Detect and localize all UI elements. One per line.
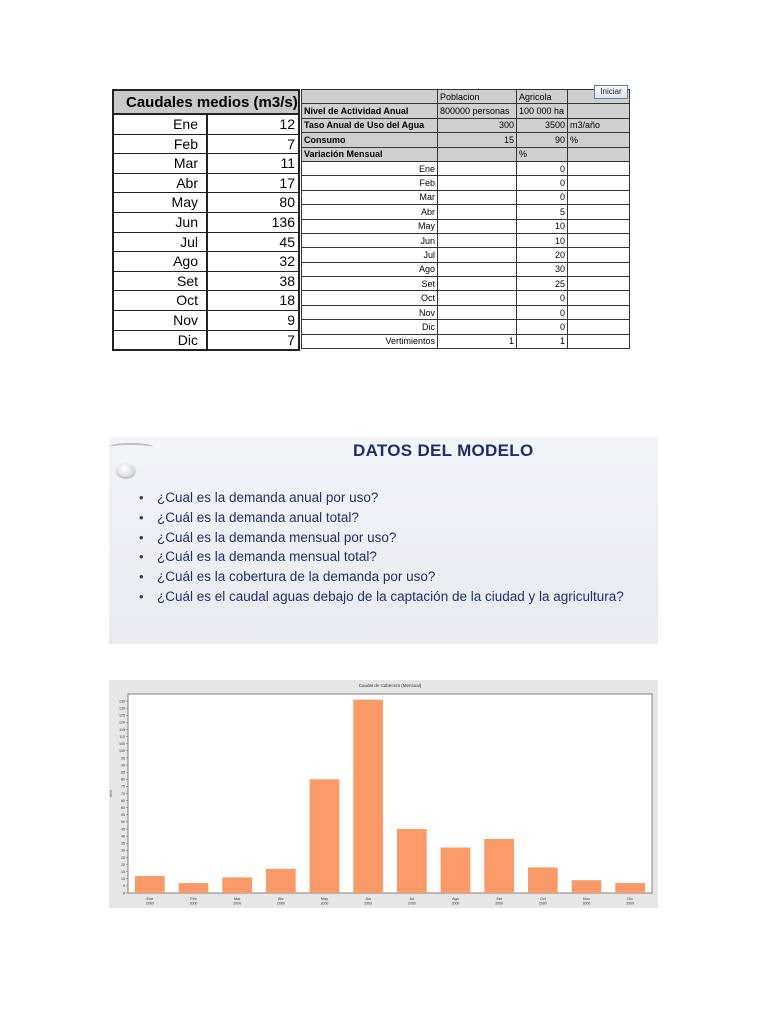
caudal-mes: Jul <box>114 233 208 252</box>
mes-agricola: 20 <box>517 248 568 262</box>
caudal-mes: Mar <box>114 154 208 173</box>
mes-label: Jul <box>302 248 438 262</box>
caudal-valor: 17 <box>279 174 295 191</box>
y-tick-label: 15 <box>121 869 125 874</box>
bullet-icon: • <box>139 529 144 545</box>
y-tick-label: 25 <box>121 855 125 860</box>
y-tick-label: 135 <box>119 699 125 704</box>
x-tick-sublabel: 2000 <box>233 901 242 906</box>
question-text: ¿Cuál es la demanda mensual total? <box>157 549 377 565</box>
y-tick-label: 65 <box>121 798 125 803</box>
vertimientos-poblacion: 1 <box>438 334 517 348</box>
y-tick-label: 110 <box>119 734 125 739</box>
empty-cell <box>568 248 630 262</box>
caudales-header: Caudales medios (m3/s) <box>114 91 298 115</box>
x-tick-sublabel: 2000 <box>626 901 635 906</box>
caudal-valor: 11 <box>280 155 295 172</box>
mes-poblacion <box>438 320 517 334</box>
tasa-agricola: 3500 <box>517 118 568 132</box>
caudal-valor: 7 <box>287 331 295 348</box>
caudal-mes: Abr <box>114 174 208 193</box>
y-tick-label: 50 <box>121 820 125 825</box>
mes-agricola: 0 <box>517 291 568 305</box>
question-text: ¿Cuál es la cobertura de la demanda por uso? <box>157 569 436 585</box>
caudal-mes: Dic <box>114 331 208 351</box>
mes-agricola: 10 <box>517 219 568 233</box>
mes-poblacion <box>438 248 517 262</box>
mes-label: Dic <box>302 320 438 334</box>
question-item <box>137 587 647 607</box>
y-tick-label: 90 <box>121 763 125 768</box>
empty-cell <box>568 305 630 319</box>
mes-label: Nov <box>302 305 438 319</box>
y-tick-label: 35 <box>121 841 125 846</box>
caudal-valor: 18 <box>279 292 295 309</box>
caudal-row <box>114 291 298 311</box>
y-tick-label: 55 <box>121 813 125 818</box>
y-tick-label: 70 <box>121 791 125 796</box>
x-tick-sublabel: 2000 <box>495 901 504 906</box>
question-list <box>137 488 647 607</box>
y-tick-label: 40 <box>121 834 125 839</box>
empty-cell <box>568 161 630 175</box>
empty-cell <box>438 147 517 161</box>
consumo-agricola: 90 <box>517 133 568 147</box>
caudal-valor: 7 <box>287 135 295 152</box>
col-agricola: Agricola <box>517 90 568 104</box>
bullet-icon: • <box>139 509 144 525</box>
caudal-row <box>114 154 298 174</box>
y-tick-label: 130 <box>119 706 125 711</box>
caudal-row <box>114 193 298 213</box>
chart-title: Caudal de Cabecera (Mensual) <box>358 683 422 688</box>
mes-row <box>302 219 630 233</box>
mes-row <box>302 190 630 204</box>
mes-poblacion <box>438 233 517 247</box>
y-tick-label: 100 <box>119 749 125 754</box>
y-tick-label: 80 <box>121 777 125 782</box>
nivel-poblacion: 800000 personas <box>438 104 517 118</box>
caudal-row <box>114 272 298 292</box>
mes-row <box>302 320 630 334</box>
caudal-valor: 80 <box>279 194 295 211</box>
variacion-row <box>302 147 630 161</box>
empty-cell <box>568 205 630 219</box>
empty-cell <box>568 291 630 305</box>
y-tick-label: 45 <box>121 827 125 832</box>
mes-row <box>302 176 630 190</box>
mes-agricola: 0 <box>517 320 568 334</box>
x-tick-label: Jun <box>365 897 372 901</box>
bar-ene <box>135 876 165 893</box>
x-tick-label: Mar <box>233 897 241 901</box>
y-tick-label: 60 <box>121 806 125 811</box>
mes-label: Mar <box>302 190 438 204</box>
x-tick-label: May <box>320 897 329 901</box>
x-tick-sublabel: 2000 <box>276 901 285 906</box>
bar-feb <box>179 883 209 893</box>
caudal-row <box>114 311 298 331</box>
swoosh-decoration <box>109 443 153 451</box>
mes-poblacion <box>438 176 517 190</box>
empty-cell <box>568 262 630 276</box>
caudal-mes: Oct <box>114 291 208 310</box>
mes-row <box>302 277 630 291</box>
caudal-valor: 32 <box>279 253 295 270</box>
caudal-row <box>114 174 298 194</box>
mes-agricola: 5 <box>517 205 568 219</box>
mes-agricola: 0 <box>517 161 568 175</box>
caudal-row <box>114 331 298 351</box>
mes-label: Abr <box>302 205 438 219</box>
consumo-row <box>302 133 630 147</box>
mes-row <box>302 291 630 305</box>
y-tick-label: 85 <box>121 770 125 775</box>
mes-agricola: 25 <box>517 277 568 291</box>
mes-poblacion <box>438 277 517 291</box>
bar-mar <box>222 877 252 893</box>
x-tick-sublabel: 2000 <box>582 901 591 906</box>
caudal-valor: 38 <box>279 272 295 289</box>
question-text: ¿Cual es la demanda anual por uso? <box>157 490 379 505</box>
nivel-row <box>302 104 630 118</box>
x-tick-label: Feb <box>190 897 197 901</box>
mes-label: Feb <box>302 176 438 190</box>
bullet-icon: • <box>139 588 144 604</box>
vertimientos-agricola: 1 <box>517 334 568 348</box>
mes-row <box>302 233 630 247</box>
bar-abr <box>266 869 296 893</box>
caudal-row <box>114 135 298 155</box>
x-tick-label: Ago <box>452 897 459 901</box>
mes-agricola: 10 <box>517 233 568 247</box>
mes-agricola: 30 <box>517 262 568 276</box>
empty-cell <box>568 277 630 291</box>
variacion-label: Variación Mensual <box>302 147 438 161</box>
caudal-mes: May <box>114 193 208 212</box>
x-tick-sublabel: 2000 <box>189 901 198 906</box>
tasa-unidad: m3/año <box>568 118 630 132</box>
x-tick-label: Ene <box>146 897 154 901</box>
y-tick-label: 95 <box>121 756 125 761</box>
question-item <box>137 547 647 567</box>
col-poblacion: Poblacion <box>438 90 517 104</box>
empty-cell <box>568 190 630 204</box>
vertimientos-row <box>302 334 630 348</box>
question-item <box>137 508 647 528</box>
empty-cell <box>568 320 630 334</box>
mes-label: Ago <box>302 262 438 276</box>
y-tick-label: 125 <box>119 713 125 718</box>
x-tick-label: Jul <box>409 897 415 901</box>
x-tick-sublabel: 2000 <box>451 901 460 906</box>
y-tick-label: 20 <box>121 862 125 867</box>
caudal-valor: 12 <box>279 116 295 132</box>
question-item <box>137 567 647 587</box>
tasa-row <box>302 118 630 132</box>
tasa-poblacion: 300 <box>438 118 517 132</box>
consumo-poblacion: 15 <box>438 133 517 147</box>
nivel-label: Nivel de Actividad Anual <box>302 104 438 118</box>
y-axis-label: m³/s <box>109 790 113 797</box>
question-text: ¿Cuál es el caudal aguas debajo de la captación de la ciudad y la agricultura? <box>157 588 624 604</box>
caudal-valor: 136 <box>271 213 295 230</box>
y-tick-label: 5 <box>123 884 125 889</box>
question-item <box>137 488 647 508</box>
consumo-label: Consumo <box>302 133 438 147</box>
bar-jun <box>353 700 383 893</box>
caudal-row <box>114 213 298 233</box>
mes-agricola: 0 <box>517 176 568 190</box>
mes-agricola: 0 <box>517 305 568 319</box>
mes-poblacion <box>438 262 517 276</box>
caudales-table <box>112 89 300 351</box>
corner-cell <box>302 90 438 104</box>
tasa-label: Taso Anual de Uso del Agua <box>302 118 438 132</box>
x-tick-sublabel: 2000 <box>538 901 547 906</box>
caudal-mes: Nov <box>114 311 208 330</box>
caudal-chart <box>109 680 658 908</box>
bar-set <box>484 839 514 893</box>
mes-row <box>302 248 630 262</box>
caudal-row <box>114 252 298 272</box>
empty-cell <box>568 219 630 233</box>
x-tick-sublabel: 2000 <box>407 901 416 906</box>
consumo-unidad: % <box>568 133 630 147</box>
x-tick-label: Oct <box>539 897 546 901</box>
mes-row <box>302 262 630 276</box>
bullet-icon: • <box>139 549 144 565</box>
mes-label: Oct <box>302 291 438 305</box>
mes-label: Set <box>302 277 438 291</box>
empty-cell <box>568 176 630 190</box>
nivel-agricola: 100 000 ha <box>517 104 568 118</box>
x-tick-label: Abr <box>277 897 284 901</box>
x-tick-label: Dic <box>627 897 633 901</box>
caudal-valor: 45 <box>279 233 295 250</box>
bullet-icon: • <box>139 569 144 585</box>
actividad-table <box>301 89 629 351</box>
y-tick-label: 30 <box>121 848 125 853</box>
vertimientos-label: Vertimientos <box>302 334 438 348</box>
bar-jul <box>397 829 427 893</box>
mes-label: Ene <box>302 161 438 175</box>
mes-agricola: 0 <box>517 190 568 204</box>
mes-poblacion <box>438 205 517 219</box>
caudal-mes: Set <box>114 272 208 291</box>
mes-row <box>302 161 630 175</box>
y-tick-label: 0 <box>123 891 125 896</box>
slide-title: DATOS DEL MODELO <box>353 441 534 460</box>
y-tick-label: 120 <box>119 720 125 725</box>
variacion-unidad: % <box>517 147 568 161</box>
caudal-mes: Ago <box>114 252 208 271</box>
empty-cell <box>568 104 630 118</box>
mes-label: May <box>302 219 438 233</box>
question-item <box>137 528 647 548</box>
bar-ago <box>441 848 471 893</box>
mes-poblacion <box>438 190 517 204</box>
slide-datos-modelo <box>109 437 658 644</box>
bar-dic <box>615 883 645 893</box>
y-tick-label: 105 <box>119 742 125 747</box>
mes-label: Jun <box>302 233 438 247</box>
bar-oct <box>528 867 558 893</box>
plot-area <box>128 694 652 893</box>
caudal-row <box>114 115 298 135</box>
bar-may <box>310 779 340 893</box>
caudal-mes: Feb <box>114 135 208 154</box>
x-tick-sublabel: 2000 <box>145 901 154 906</box>
mes-row <box>302 205 630 219</box>
bullet-icon: • <box>139 490 144 505</box>
caudal-row <box>114 233 298 253</box>
x-tick-label: Set <box>496 897 503 901</box>
caudal-mes: Ene <box>114 115 208 134</box>
x-tick-sublabel: 2000 <box>364 901 373 906</box>
y-tick-label: 10 <box>121 877 125 882</box>
caudal-valor: 9 <box>287 311 295 328</box>
y-tick-label: 75 <box>121 784 125 789</box>
question-text: ¿Cuál es la demanda mensual por uso? <box>157 529 397 545</box>
y-tick-label: 115 <box>119 727 125 732</box>
x-tick-label: Nov <box>583 897 590 901</box>
iniciar-button[interactable]: Iniciar <box>594 85 628 99</box>
bubble-decoration <box>117 464 135 477</box>
header-row <box>302 90 630 104</box>
bar-nov <box>572 880 602 893</box>
mes-poblacion <box>438 219 517 233</box>
caudal-mes: Jun <box>114 213 208 232</box>
empty-cell <box>568 147 630 161</box>
question-text: ¿Cuál es la demanda anual total? <box>157 509 359 525</box>
mes-poblacion <box>438 305 517 319</box>
mes-poblacion <box>438 161 517 175</box>
mes-row <box>302 305 630 319</box>
empty-cell <box>568 233 630 247</box>
chart-svg <box>109 680 658 908</box>
mes-poblacion <box>438 291 517 305</box>
x-tick-sublabel: 2000 <box>320 901 329 906</box>
empty-cell <box>568 334 630 348</box>
